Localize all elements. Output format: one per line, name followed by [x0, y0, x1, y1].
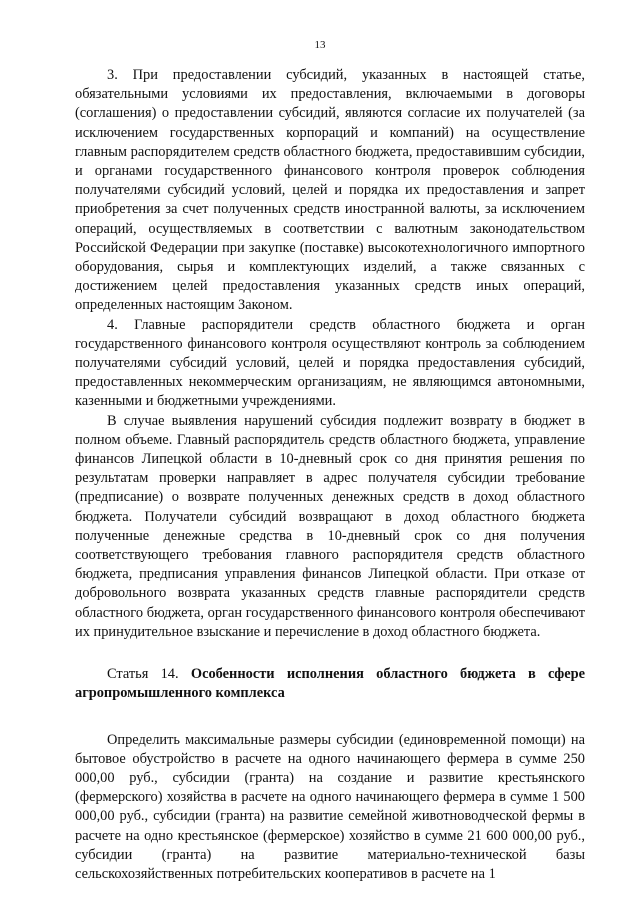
article-number: Статья 14. [107, 666, 179, 683]
document-body [75, 66, 585, 884]
paragraph-3: 3. При предоставлении субсидий, указанных в настоящей статье, обязательными условиями их предоставления, включаемыми в договоры (соглашения) о предоставлении субсидий, являются согласие их получателей (за исключением государственных корпораций и компаний) на осуществление главным распорядителем средств областного бюджета, предоставившим субсидии, и органами государственного финансового контроля проверок соблюдения получателями субсидий условий, целей и порядка их предоставления и запрет приобретения за счет полученных средств иностранной валюты, за исключением операций, осуществляемых в соответствии с валютным законодательством Российской Федерации при закупке (поставке) высокотехнологичного импортного оборудования, сырья и комплектующих изделий, а также связанных с достижением целей предоставления указанных средств иных операций, определенных настоящим Законом. [75, 67, 585, 314]
article-14-paragraph-1: Определить максимальные размеры субсидии (единовременной помощи) на бытовое обустройство в расчете на одного начинающего фермера в сумме 250 000,00 руб., субсидии (гранта) на создание и развитие крестьянского (фермерского) хозяйства в расчете на одного начинающего фермера в сумме 1 500 000,00 руб., субсидии (гранта) на развитие семейной животноводческой фермы в расчете на одно крестьянское (фермерское) хозяйство в сумме 21 600 000,00 руб., субсидии (гранта) на развитие материально-технической базы сельскохозяйственных потребительских кооперативов в расчете на 1 [75, 731, 585, 882]
article-14-heading [75, 665, 585, 703]
paragraph-4: 4. Главные распорядители средств областного бюджета и орган государственного финансового контроля осуществляют контроль за соблюдением получателями субсидий условий, целей и порядка предоставления субсидий, предоставленных некоммерческим организациям, не являющимся автономными, казенными и бюджетными учреждениями. [75, 316, 585, 410]
article-title: Особенности исполнения областного бюджета в сфере агропромышленного комплекса [75, 666, 585, 702]
page-number: 13 [314, 39, 326, 51]
paragraph-violations: В случае выявления нарушений субсидия подлежит возврату в бюджет в полном объеме. Главный распорядитель средств областного бюджета, управление финансов Липецкой области в 10-дневный срок со дня принятия решения по результатам проверки направляет в адрес получателя субсидии требование (предписание) о возврате полученных денежных средств в доход областного бюджета. Получатели субсидий возвращают в доход областного бюджета полученные денежные средства в 10-дневный срок со дня получения соответствующего требования главного распорядителя средств областного бюджета, предписания управления финансов Липецкой области. При отказе от добровольного возврата указанных средств главные распорядители средств областного бюджета, орган государственного финансового контроля обеспечивают их принудительное взыскание и перечисление в доход областного бюджета. [75, 412, 585, 640]
